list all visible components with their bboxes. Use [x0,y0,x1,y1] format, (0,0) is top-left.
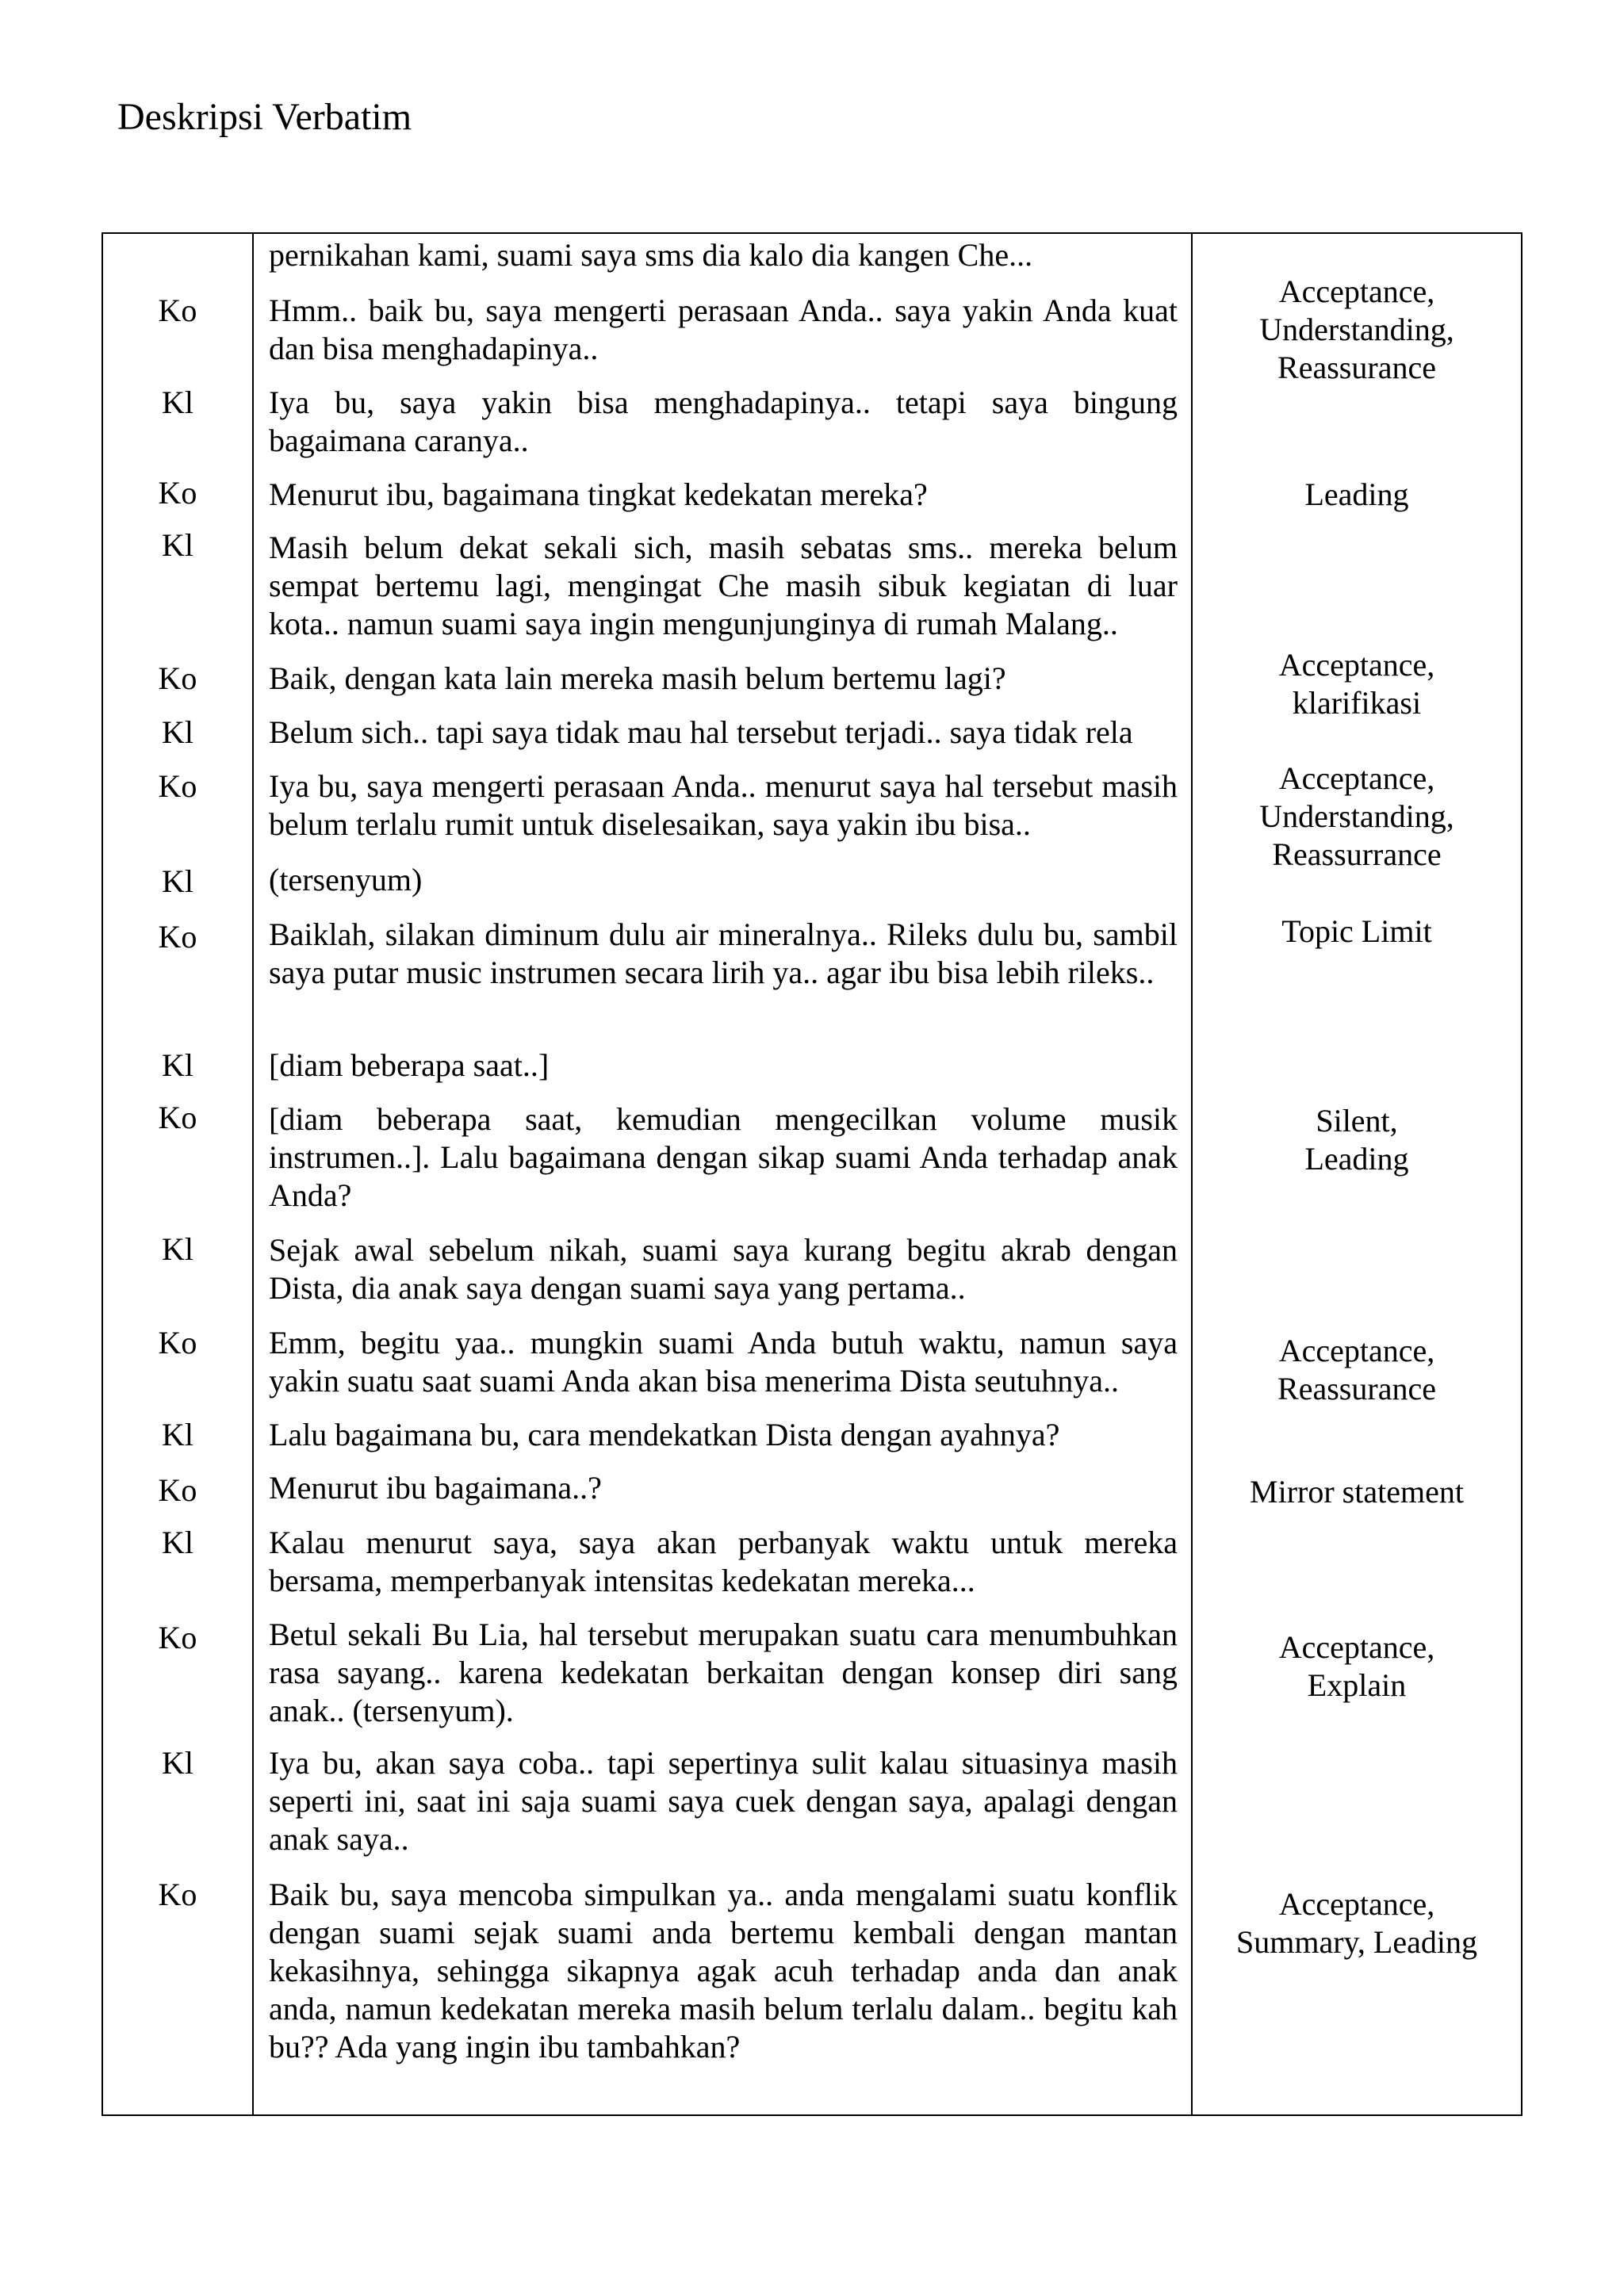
technique-label [1193,1473,1521,1511]
technique-line: Understanding, [1259,798,1454,834]
technique-label [1193,476,1521,514]
technique-line: Understanding, [1259,312,1454,347]
speaker-code: Ko [158,1472,197,1508]
technique-line: Leading [1304,1141,1409,1177]
technique-line: Acceptance, [1278,1629,1435,1665]
speaker-code: Kl [162,527,193,563]
utterance-text: Iya bu, saya mengerti perasaan Anda.. menurut saya hal tersebut masih belum terlalu rumit untuk diselesaikan, saya yakin ibu bisa.. [269,768,1178,842]
technique-label [1193,1885,1521,1961]
utterance-text: Emm, begitu yaa.. mungkin suami Anda butuh waktu, namun saya yakin suatu saat suami Anda akan bisa menerima Dista seutuhnya.. [269,1325,1178,1399]
technique-label [1193,1102,1521,1178]
technique-line: klarifikasi [1292,685,1422,721]
utterance-text: Menurut ibu bagaimana..? [269,1470,602,1506]
page-title: Deskripsi Verbatim [117,96,412,138]
speaker-code: Kl [162,863,193,899]
utterance-text: Betul sekali Bu Lia, hal tersebut merupakan suatu cara menumbuhkan rasa sayang.. karena kedekatan berkaitan dengan konsep diri sang anak.. (tersenyum). [269,1617,1178,1728]
technique-label [1193,1332,1521,1408]
technique-line: Acceptance, [1278,760,1435,796]
technique-line: Reassurance [1277,1371,1436,1406]
speaker-code: Ko [158,293,197,328]
technique-line: Acceptance, [1278,274,1435,309]
utterance-text: [diam beberapa saat..] [269,1047,550,1083]
speaker-code: Ko [158,919,197,955]
technique-line: Acceptance, [1278,1333,1435,1368]
technique-line: Leading [1304,476,1409,512]
utterance-text: Sejak awal sebelum nikah, suami saya kurang begitu akrab dengan Dista, dia anak saya dengan suami saya yang pertama.. [269,1232,1178,1306]
technique-line: Mirror statement [1250,1474,1464,1510]
utterance-text: Baiklah, silakan diminum dulu air mineralnya.. Rileks dulu bu, sambil saya putar music instrumen secara lirih ya.. agar ibu bisa lebih rileks.. [269,916,1178,990]
speaker-code: Ko [158,768,197,804]
utterance-text: Masih belum dekat sekali sich, masih sebatas sms.. mereka belum sempat bertemu lagi, mengingat Che masih sibuk kegiatan di luar kota.. namun suami saya ingin mengunjunginya di rumah Malang.. [269,530,1178,641]
technique-label [1193,1628,1521,1705]
technique-line: Reassurrance [1272,836,1442,872]
speaker-code: Kl [162,1525,193,1560]
speaker-code: Ko [158,1100,197,1135]
speaker-code: Kl [162,1231,193,1267]
speaker-code: Ko [158,475,197,511]
utterance-text: [diam beberapa saat, kemudian mengecilkan volume musik instrumen..]. Lalu bagaimana dengan sikap suami Anda terhadap anak Anda? [269,1101,1178,1213]
column-divider [252,232,254,2116]
utterance-text: Hmm.. baik bu, saya mengerti perasaan Anda.. saya yakin Anda kuat dan bisa menghadapinya.. [269,293,1178,366]
utterance-text: (tersenyum) [269,862,423,897]
technique-label [1193,646,1521,722]
utterance-text: Baik, dengan kata lain mereka masih belum bertemu lagi? [269,660,1006,696]
technique-line: Acceptance, [1278,647,1435,683]
technique-line: Topic Limit [1281,913,1432,949]
speaker-code: Kl [162,1417,193,1452]
utterance-text: Lalu bagaimana bu, cara mendekatkan Dista dengan ayahnya? [269,1417,1060,1452]
speaker-code: Kl [162,714,193,750]
technique-line: Silent, [1316,1103,1398,1138]
technique-label [1193,760,1521,874]
utterance-text: Menurut ibu, bagaimana tingkat kedekatan mereka? [269,476,928,512]
speaker-code: Ko [158,1620,197,1655]
technique-label [1193,273,1521,387]
speaker-code: Ko [158,1325,197,1360]
speaker-code: Kl [162,1047,193,1083]
speaker-code: Ko [158,660,197,696]
technique-line: Explain [1307,1667,1407,1703]
utterance-text: Iya bu, saya yakin bisa menghadapinya.. tetapi saya bingung bagaimana caranya.. [269,385,1178,458]
utterance-text: Kalau menurut saya, saya akan perbanyak waktu untuk mereka bersama, memperbanyak intensitas kedekatan mereka... [269,1525,1178,1598]
technique-line: Reassurance [1277,350,1436,385]
technique-line: Acceptance, [1278,1886,1435,1922]
speaker-code: Kl [162,385,193,420]
utterance-text: Belum sich.. tapi saya tidak mau hal tersebut terjadi.. saya tidak rela [269,714,1133,750]
technique-label [1193,913,1521,951]
utterance-text: Iya bu, akan saya coba.. tapi sepertinya sulit kalau situasinya masih seperti ini, saat ini saja suami saya cuek dengan saya, apalagi dengan anak saya.. [269,1745,1178,1857]
technique-line: Summary, Leading [1235,1924,1477,1960]
speaker-code: Ko [158,1877,197,1912]
utterance-text: Baik bu, saya mencoba simpulkan ya.. anda mengalami suatu konflik dengan suami sejak suami anda bertemu kembali dengan mantan kekasihnya, sehingga sikapnya agak acuh terhadap anda dan anak anda, namun kedekatan mereka masih belum terlalu dalam.. begitu kah bu?? Ada yang ingin ibu tambahkan? [269,1877,1178,2064]
utterance-text: pernikahan kami, suami saya sms dia kalo dia kangen Che... [269,237,1033,273]
speaker-code: Kl [162,1745,193,1781]
